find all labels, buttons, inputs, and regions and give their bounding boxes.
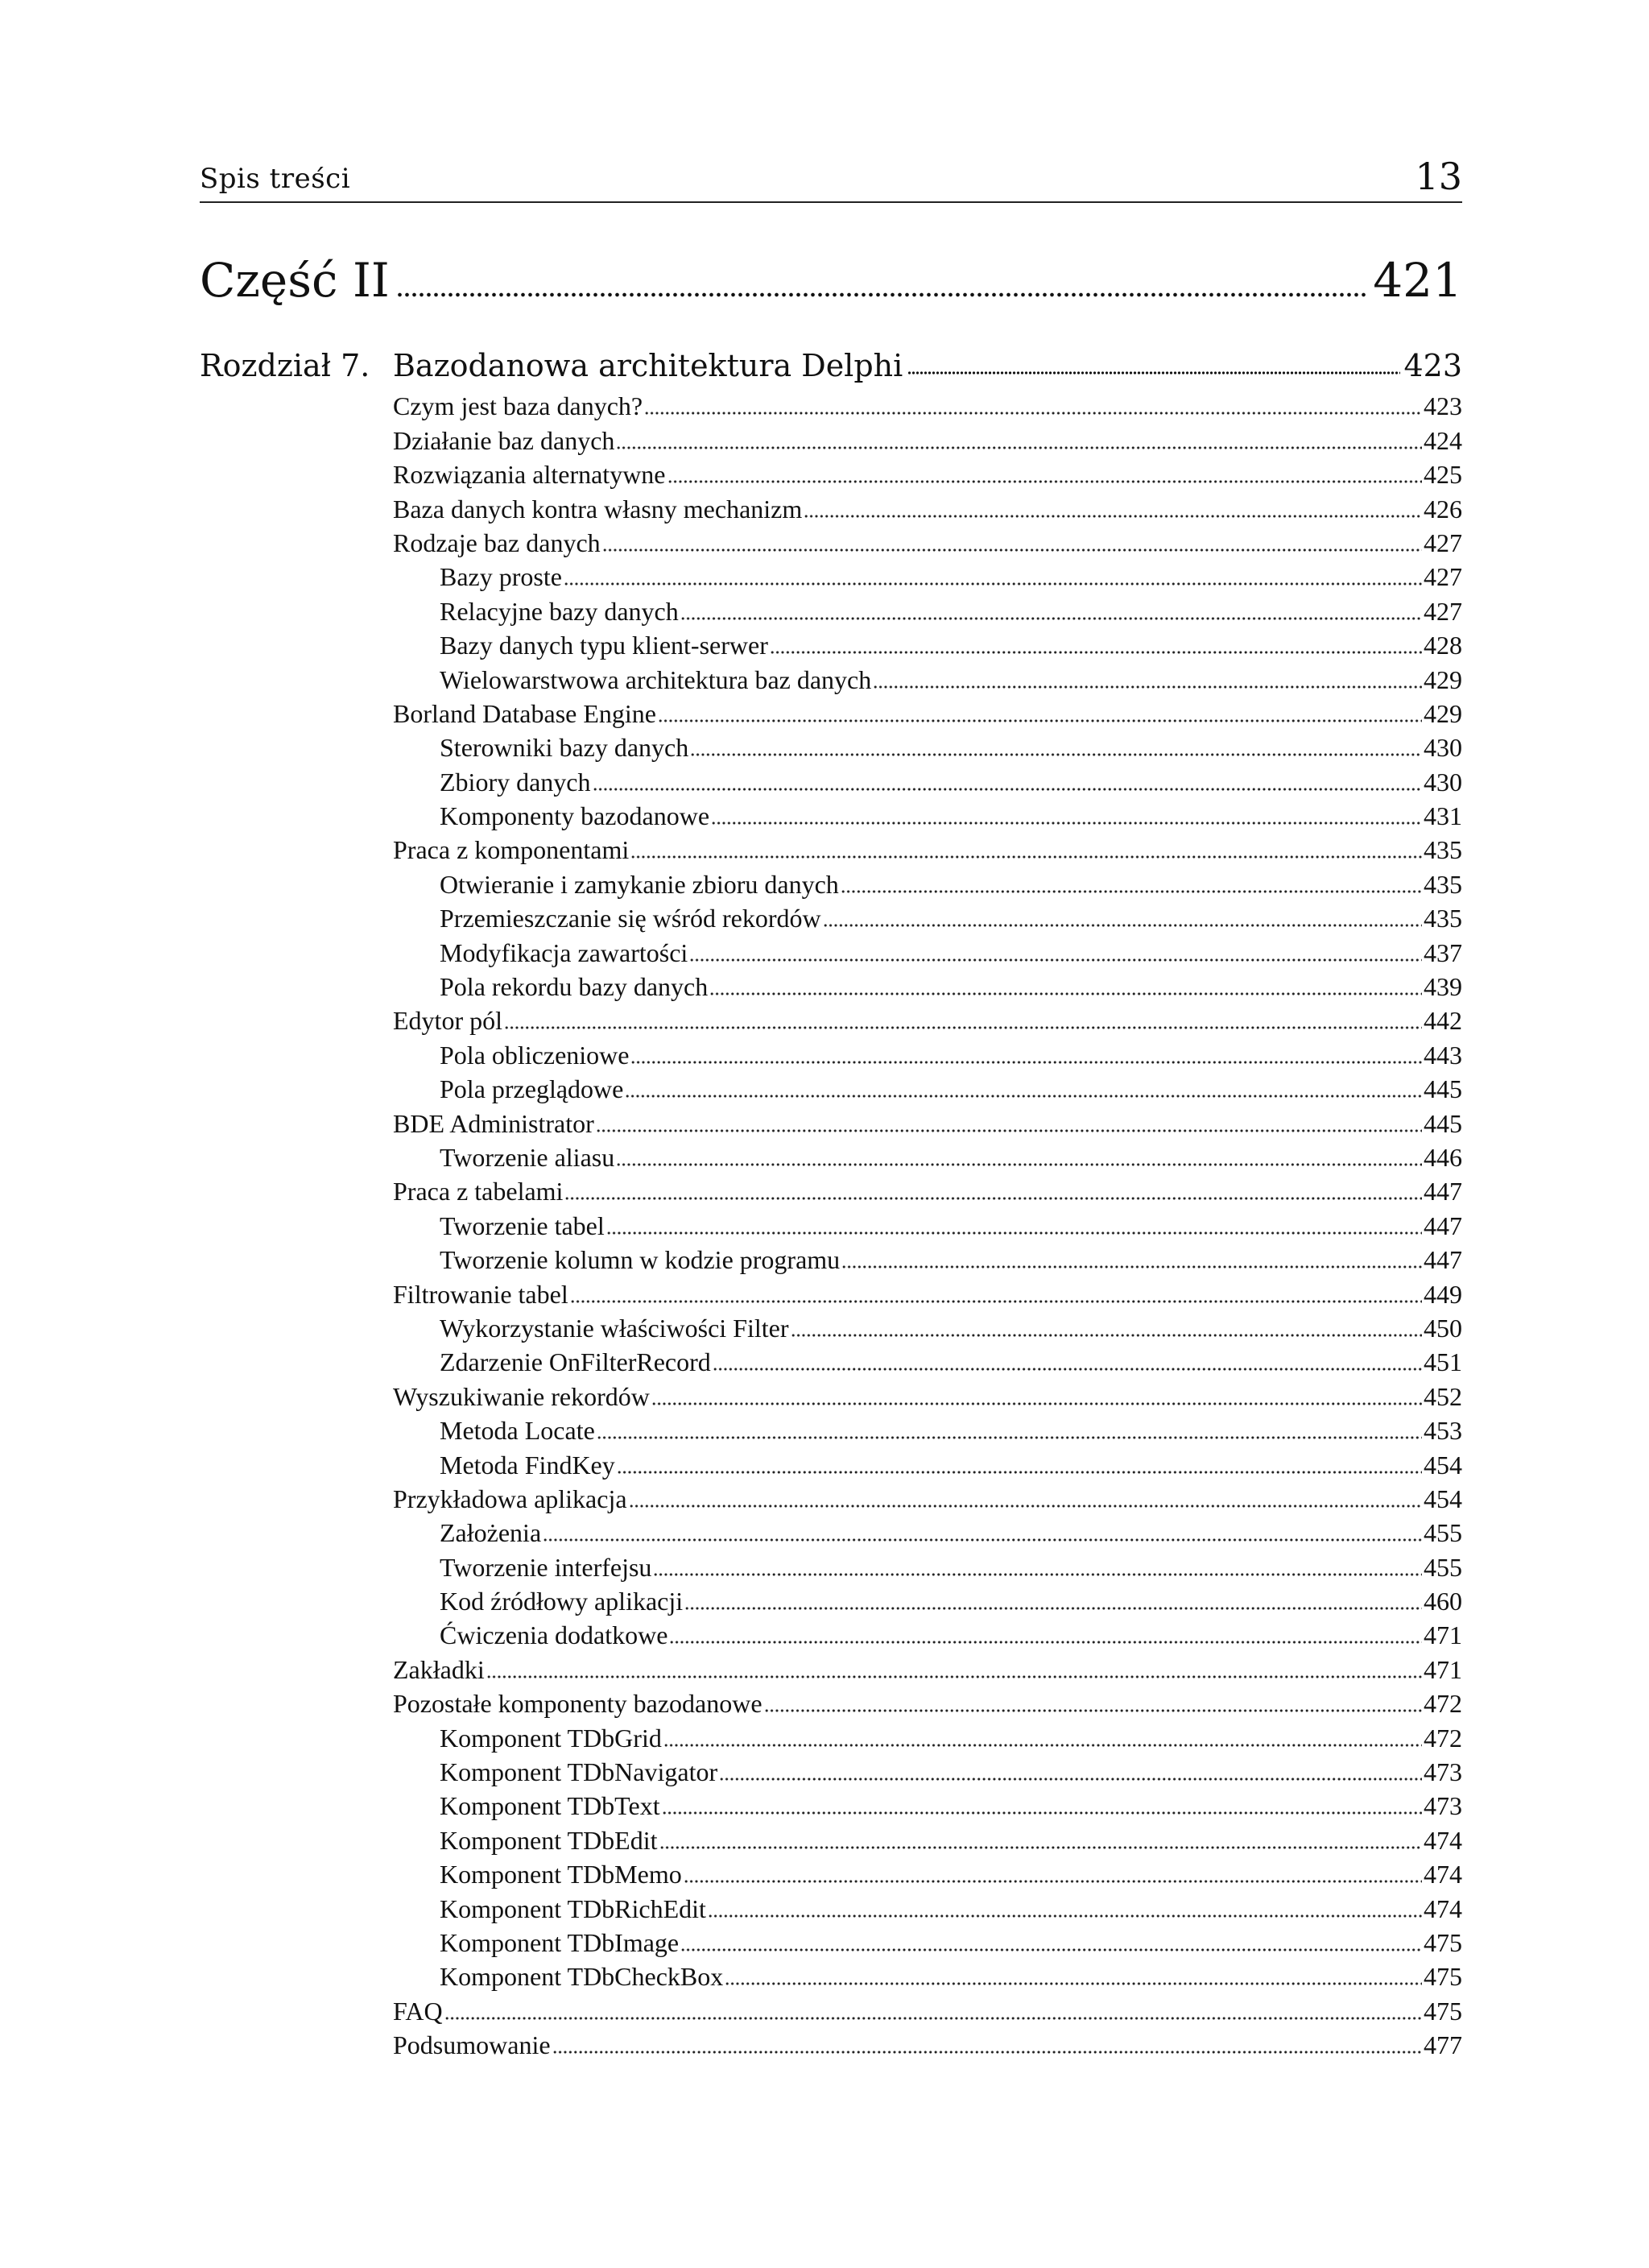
toc-entry-title: Kod źródłowy aplikacji	[440, 1587, 684, 1616]
toc-entry-title: Zbiory danych	[440, 767, 591, 797]
toc-entry	[393, 1754, 1462, 1788]
toc-entry-page: 435	[1424, 835, 1462, 865]
toc-entry-title: Tworzenie tabel	[440, 1211, 605, 1240]
toc-entry-page: 427	[1424, 596, 1462, 626]
toc-entry-page: 426	[1424, 494, 1462, 524]
dot-leader	[719, 1777, 1422, 1782]
toc-entry-title: FAQ	[393, 1996, 443, 2026]
dot-leader	[663, 1743, 1422, 1748]
toc-entry-title: Pola obliczeniowe	[440, 1040, 630, 1070]
dot-leader	[606, 1231, 1422, 1235]
toc-entry-title: Komponent TDbGrid	[440, 1723, 662, 1753]
dot-leader	[552, 2050, 1422, 2055]
toc-entry-page: 424	[1424, 425, 1462, 455]
toc-entry-title: Wielowarstwowa architektura baz danych	[440, 664, 872, 694]
dot-leader	[602, 548, 1422, 553]
toc-entry	[393, 1993, 1462, 2026]
toc-entry-page: 430	[1424, 733, 1462, 763]
toc-entry-title: Otwieranie i zamykanie zbioru danych	[440, 869, 839, 899]
part-label: Część II	[200, 253, 390, 308]
toc-entry	[393, 525, 1462, 559]
toc-entry-page: 428	[1424, 631, 1462, 660]
toc-entry-page: 474	[1424, 1825, 1462, 1855]
toc-entry	[393, 696, 1462, 730]
toc-entry-title: Komponent TDbNavigator	[440, 1757, 718, 1787]
toc-entry-page: 443	[1424, 1040, 1462, 1070]
running-header	[200, 153, 1462, 203]
dot-leader	[709, 991, 1422, 996]
toc-entry-page: 473	[1424, 1757, 1462, 1787]
toc-entry-title: Tworzenie aliasu	[440, 1142, 615, 1172]
dot-leader	[770, 650, 1422, 655]
part-page: 421	[1373, 253, 1462, 308]
toc-entry-page: 460	[1424, 1587, 1462, 1616]
toc-entry-page: 435	[1424, 869, 1462, 899]
toc-entry-page: 442	[1424, 1006, 1462, 1036]
toc-entry-title: Ćwiczenia dodatkowe	[440, 1620, 668, 1650]
toc-entry	[393, 1890, 1462, 1924]
dot-leader	[616, 445, 1422, 450]
toc-entry-page: 451	[1424, 1347, 1462, 1377]
toc-entry	[393, 388, 1462, 422]
toc-entry-title: Rodzaje baz danych	[393, 528, 601, 557]
dot-leader	[570, 1299, 1422, 1304]
dot-leader	[725, 1981, 1422, 1986]
toc-entry-page: 447	[1424, 1211, 1462, 1240]
dot-leader	[543, 1538, 1422, 1542]
toc-entry	[393, 1583, 1462, 1617]
toc-entry-page: 475	[1424, 1962, 1462, 1992]
toc-entry	[393, 1925, 1462, 1959]
toc-entry	[393, 422, 1462, 456]
toc-entry-title: Rozwiązania alternatywne	[393, 460, 666, 490]
dot-leader	[625, 1094, 1422, 1099]
toc-entry-title: Sterowniki bazy danych	[440, 733, 689, 763]
toc-entry-title: Edytor pól	[393, 1006, 502, 1036]
dot-leader	[689, 958, 1422, 962]
dot-leader	[684, 1606, 1422, 1611]
toc-entry-page: 475	[1424, 1996, 1462, 2026]
toc-entry-title: Bazy danych typu klient-serwer	[440, 631, 768, 660]
toc-entry	[393, 1617, 1462, 1651]
toc-entry	[393, 832, 1462, 866]
dot-leader	[644, 411, 1422, 416]
toc-entry-title: Komponent TDbCheckBox	[440, 1962, 724, 1992]
toc-entry-page: 427	[1424, 528, 1462, 557]
toc-entry-page: 447	[1424, 1245, 1462, 1275]
chapter-heading	[200, 338, 1462, 383]
toc-entry-page: 473	[1424, 1791, 1462, 1821]
toc-entry-title: Filtrowanie tabel	[393, 1279, 568, 1309]
toc-entry-page: 430	[1424, 767, 1462, 797]
dot-leader	[841, 889, 1422, 894]
toc-entry	[393, 1720, 1462, 1753]
toc-entry	[393, 730, 1462, 764]
toc-entry-title: Zakładki	[393, 1654, 485, 1684]
toc-entry	[393, 798, 1462, 832]
toc-entry-title: Praca z komponentami	[393, 835, 630, 865]
dot-leader	[841, 1264, 1422, 1269]
toc-entry-page: 439	[1424, 972, 1462, 1002]
toc-entry	[393, 1105, 1462, 1139]
dot-leader	[504, 1025, 1422, 1030]
toc-entry-title: Komponent TDbText	[440, 1791, 660, 1821]
toc-entry	[393, 490, 1462, 524]
toc-entry	[393, 1378, 1462, 1412]
toc-entry	[393, 969, 1462, 1003]
toc-entry-title: Metoda FindKey	[440, 1450, 615, 1480]
toc-entry	[393, 1788, 1462, 1822]
toc-entry-title: Działanie baz danych	[393, 425, 615, 455]
chapter-dot-leader	[907, 370, 1400, 375]
toc-entry-page: 446	[1424, 1142, 1462, 1172]
toc-entry	[393, 1959, 1462, 1993]
toc-entry-page: 449	[1424, 1279, 1462, 1309]
toc-entry-title: Czym jest baza danych?	[393, 391, 643, 421]
chapter-page: 423	[1403, 348, 1462, 383]
dot-leader	[659, 1845, 1423, 1850]
dot-leader	[669, 1640, 1422, 1645]
dot-leader	[711, 821, 1422, 826]
dot-leader	[667, 479, 1423, 484]
dot-leader	[653, 1572, 1422, 1577]
dot-leader	[596, 1128, 1422, 1133]
toc-entry-page: 474	[1424, 1893, 1462, 1923]
toc-entry-page: 427	[1424, 562, 1462, 592]
toc-entry	[393, 661, 1462, 695]
page-number: 13	[1415, 155, 1462, 198]
dot-leader	[662, 1811, 1422, 1815]
toc-entry-title: Borland Database Engine	[393, 698, 656, 728]
dot-leader	[823, 923, 1422, 928]
dot-leader	[593, 787, 1423, 792]
dot-leader	[764, 1708, 1422, 1713]
toc-entry-title: Tworzenie kolumn w kodzie programu	[440, 1245, 841, 1275]
toc-entry-title: Przemieszczanie się wśród rekordów	[440, 904, 821, 933]
toc-entry-page: 454	[1424, 1450, 1462, 1480]
toc-entry	[393, 1515, 1462, 1549]
toc-entry-page: 452	[1424, 1381, 1462, 1411]
dot-leader	[680, 1947, 1422, 1952]
toc-entry-page: 471	[1424, 1654, 1462, 1684]
dot-leader	[486, 1674, 1422, 1679]
toc-entry-title: Zdarzenie OnFilterRecord	[440, 1347, 711, 1377]
toc-entry-list	[393, 388, 1462, 2061]
toc-entry	[393, 900, 1462, 934]
toc-entry-title: Relacyjne bazy danych	[440, 596, 679, 626]
toc-entry-page: 472	[1424, 1723, 1462, 1753]
toc-entry-page: 450	[1424, 1313, 1462, 1343]
dot-leader	[708, 1914, 1422, 1918]
dot-leader	[804, 514, 1422, 519]
toc-entry-title: Podsumowanie	[393, 2030, 551, 2060]
toc-entry-page: 472	[1424, 1689, 1462, 1719]
dot-leader	[616, 1162, 1422, 1167]
dot-leader	[791, 1333, 1422, 1338]
toc-entry	[393, 1207, 1462, 1241]
toc-entry	[393, 1481, 1462, 1515]
chapter-title: Bazodanowa architektura Delphi	[393, 348, 903, 383]
toc-entry	[393, 1071, 1462, 1105]
toc-entry-title: Założenia	[440, 1518, 542, 1548]
toc-entry-title: BDE Administrator	[393, 1108, 594, 1138]
toc-entry-title: Tworzenie interfejsu	[440, 1552, 652, 1582]
toc-entry	[393, 1413, 1462, 1446]
dot-leader	[630, 1060, 1422, 1065]
header-title: Spis treści	[200, 163, 351, 195]
toc-entry-title: Metoda Locate	[440, 1416, 595, 1446]
toc-entry	[393, 934, 1462, 968]
toc-entry-title: Wyszukiwanie rekordów	[393, 1381, 650, 1411]
dot-leader	[651, 1401, 1422, 1406]
toc-entry	[393, 2027, 1462, 2061]
toc-entry	[393, 1856, 1462, 1890]
toc-entry-page: 423	[1424, 391, 1462, 421]
toc-entry-title: Przykładowa aplikacja	[393, 1484, 627, 1513]
toc-entry	[393, 457, 1462, 490]
toc-entry-page: 477	[1424, 2030, 1462, 2060]
toc-entry-page: 431	[1424, 801, 1462, 831]
toc-entry	[393, 1173, 1462, 1207]
toc-entry-page: 471	[1424, 1620, 1462, 1650]
toc-entry	[393, 1276, 1462, 1310]
toc-entry	[393, 1344, 1462, 1378]
toc-entry-page: 447	[1424, 1177, 1462, 1206]
toc-entry	[393, 866, 1462, 900]
dot-leader	[713, 1367, 1422, 1372]
dot-leader	[444, 2016, 1422, 2021]
toc-entry-title: Pola przeglądowe	[440, 1074, 624, 1104]
toc-entry-title: Bazy proste	[440, 562, 562, 592]
dot-leader	[658, 718, 1422, 723]
toc-entry-title: Pozostałe komponenty bazodanowe	[393, 1689, 763, 1719]
dot-leader	[630, 855, 1422, 859]
toc-entry-page: 429	[1424, 698, 1462, 728]
toc-entry	[393, 627, 1462, 661]
toc-entry	[393, 1242, 1462, 1276]
toc-entry-title: Baza danych kontra własny mechanizm	[393, 494, 803, 524]
toc-entry-title: Praca z tabelami	[393, 1177, 564, 1206]
toc-entry-title: Komponent TDbMemo	[440, 1860, 682, 1889]
toc-entry-page: 429	[1424, 664, 1462, 694]
toc-entry	[393, 1651, 1462, 1685]
toc-entry	[393, 1310, 1462, 1344]
dot-leader	[690, 752, 1422, 757]
dot-leader	[873, 685, 1422, 689]
part-dot-leader	[396, 292, 1369, 298]
toc-entry-title: Komponenty bazodanowe	[440, 801, 710, 831]
toc-entry	[393, 1140, 1462, 1173]
toc-entry-page: 437	[1424, 937, 1462, 967]
toc-entry-title: Wykorzystanie właściwości Filter	[440, 1313, 789, 1343]
chapter-number: Rozdział 7.	[200, 348, 370, 383]
toc-entry	[393, 593, 1462, 627]
toc-entry	[393, 1822, 1462, 1856]
toc-entry-page: 475	[1424, 1927, 1462, 1957]
toc-entry-page: 454	[1424, 1484, 1462, 1513]
toc-entry-title: Pola rekordu bazy danych	[440, 972, 709, 1002]
toc-entry-page: 435	[1424, 904, 1462, 933]
dot-leader	[629, 1504, 1422, 1509]
dot-leader	[564, 1196, 1422, 1201]
toc-entry-page: 474	[1424, 1860, 1462, 1889]
dot-leader	[684, 1879, 1422, 1884]
toc-entry-title: Modyfikacja zawartości	[440, 937, 688, 967]
toc-entry-page: 445	[1424, 1074, 1462, 1104]
dot-leader	[680, 616, 1422, 621]
dot-leader	[617, 1470, 1422, 1475]
toc-entry-title: Komponent TDbRichEdit	[440, 1893, 706, 1923]
toc-entry-page: 455	[1424, 1552, 1462, 1582]
toc-entry	[393, 1446, 1462, 1480]
part-heading	[200, 251, 1462, 308]
toc-entry-page: 425	[1424, 460, 1462, 490]
toc-entry-page: 455	[1424, 1518, 1462, 1548]
toc-entry	[393, 1037, 1462, 1070]
toc-entry-page: 445	[1424, 1108, 1462, 1138]
toc-entry-title: Komponent TDbEdit	[440, 1825, 658, 1855]
toc-entry	[393, 559, 1462, 593]
dot-leader	[564, 581, 1422, 586]
toc-entry	[393, 764, 1462, 797]
toc-entry	[393, 1003, 1462, 1037]
toc-entry	[393, 1549, 1462, 1583]
dot-leader	[597, 1435, 1422, 1440]
toc-entry-page: 453	[1424, 1416, 1462, 1446]
toc-entry-title: Komponent TDbImage	[440, 1927, 680, 1957]
toc-entry	[393, 1686, 1462, 1720]
